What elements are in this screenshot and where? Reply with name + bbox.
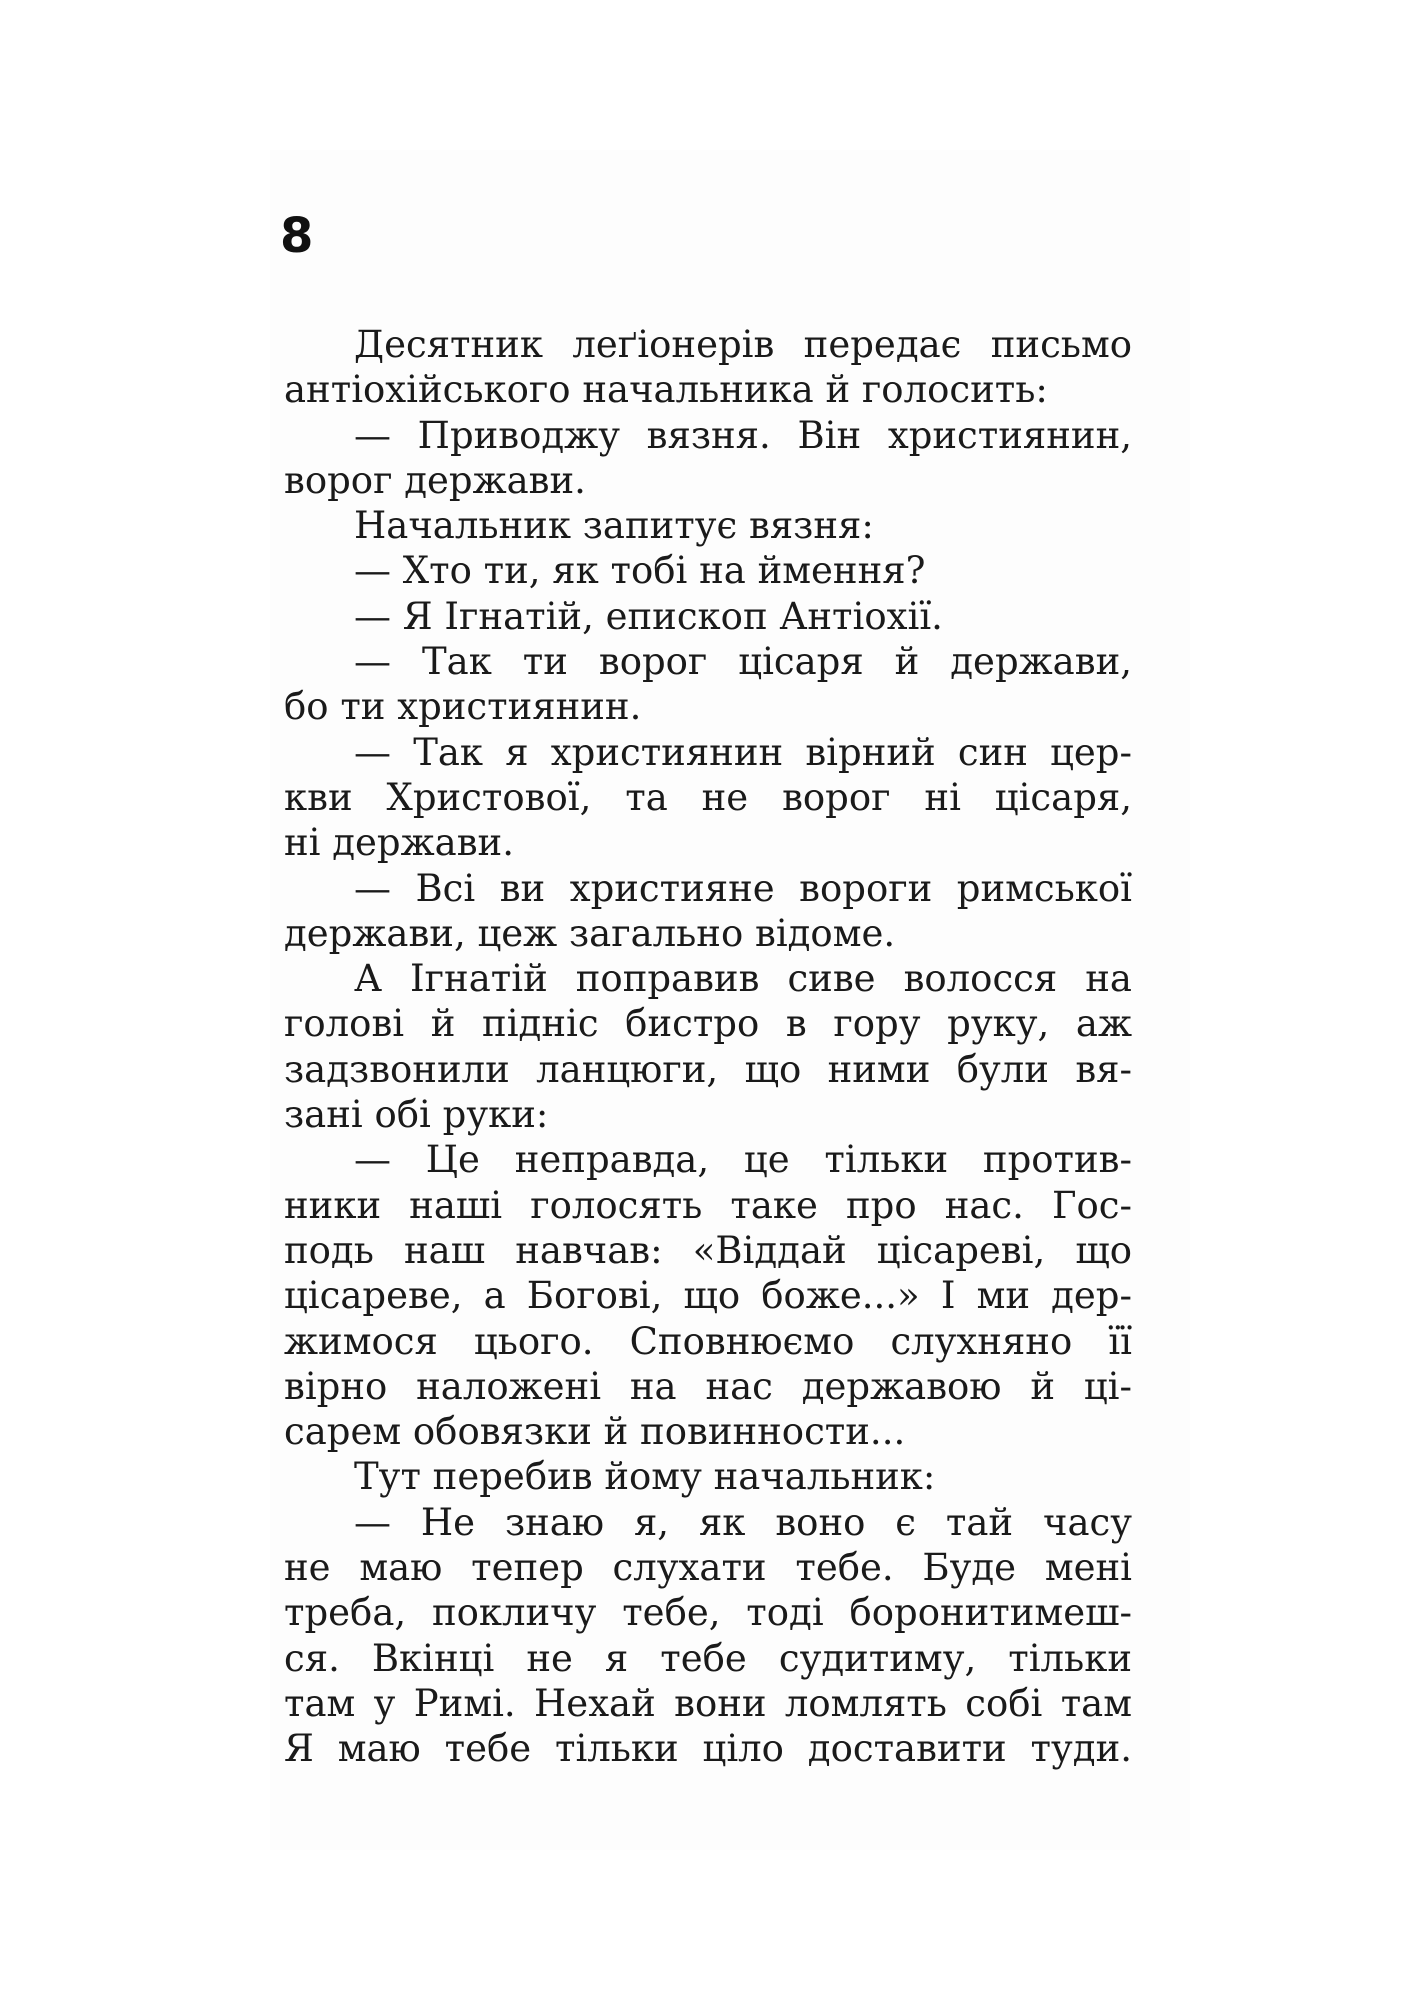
- text-line: ся. Вкінці не я тебе судитиму, тільки: [284, 1636, 1132, 1680]
- text-line: там у Римі. Нехай вони ломлять собі там: [284, 1681, 1132, 1725]
- text-line: бо ти християнин.: [284, 685, 642, 729]
- text-line: треба, покличу тебе, тоді боронитимеш-: [284, 1591, 1132, 1635]
- text-line: — Це неправда, це тільки против-: [354, 1138, 1132, 1182]
- text-line: цісареве, а Богові, що боже...» І ми дер-: [284, 1274, 1132, 1318]
- text-line: сарем обовязки й повинности...: [284, 1410, 906, 1454]
- text-line: вірно наложені на нас державою й ці-: [284, 1364, 1132, 1408]
- body-text: [284, 322, 1132, 1772]
- text-line: — Не знаю я, як воно є тай часу: [354, 1500, 1132, 1544]
- text-line: — Хто ти, як тобі на ймення?: [354, 549, 926, 593]
- text-line: антіохійського начальника й голосить:: [284, 368, 1048, 412]
- text-line: жимося цього. Сповнюємо слухняно її: [284, 1319, 1132, 1363]
- text-line: зані обі руки:: [284, 1093, 549, 1137]
- text-line: — Так я християнин вірний син цер-: [354, 730, 1132, 774]
- text-line: задзвонили ланцюги, що ними були вя-: [284, 1047, 1132, 1091]
- text-line: Я маю тебе тільки цілo доставити туди.: [284, 1727, 1132, 1771]
- text-line: ні держави.: [284, 821, 514, 865]
- text-line: кви Христової, та не ворог ні цісаря,: [284, 775, 1132, 819]
- text-line: подь наш навчав: «Віддай цісареві, що: [284, 1228, 1132, 1272]
- text-line: ворог держави.: [284, 458, 586, 502]
- text-line: А Ігнатій поправив сиве волосся на: [354, 957, 1132, 1001]
- text-line: — Всі ви християне вороги римської: [354, 866, 1132, 910]
- text-line: — Так ти ворог цісаря й держави,: [354, 640, 1132, 684]
- text-line: не маю тепер слухати тебе. Буде мені: [284, 1546, 1132, 1590]
- text-line: — Приводжу вязня. Він християнин,: [354, 413, 1132, 457]
- page-number: 8: [280, 208, 314, 264]
- text-line: держави, цеж загально відоме.: [284, 911, 896, 955]
- text-line: Тут перебив йому начальник:: [354, 1455, 936, 1499]
- text-line: Десятник леґіонерів передає письмо: [354, 323, 1132, 366]
- text-line: ники наші голосять таке про нас. Гос-: [284, 1183, 1132, 1227]
- text-line: Начальник запитує вязня:: [354, 504, 874, 548]
- text-line: — Я Ігнатій, епископ Антіохії.: [354, 594, 943, 638]
- text-line: голові й підніс бистро в гору руку, аж: [284, 1002, 1132, 1046]
